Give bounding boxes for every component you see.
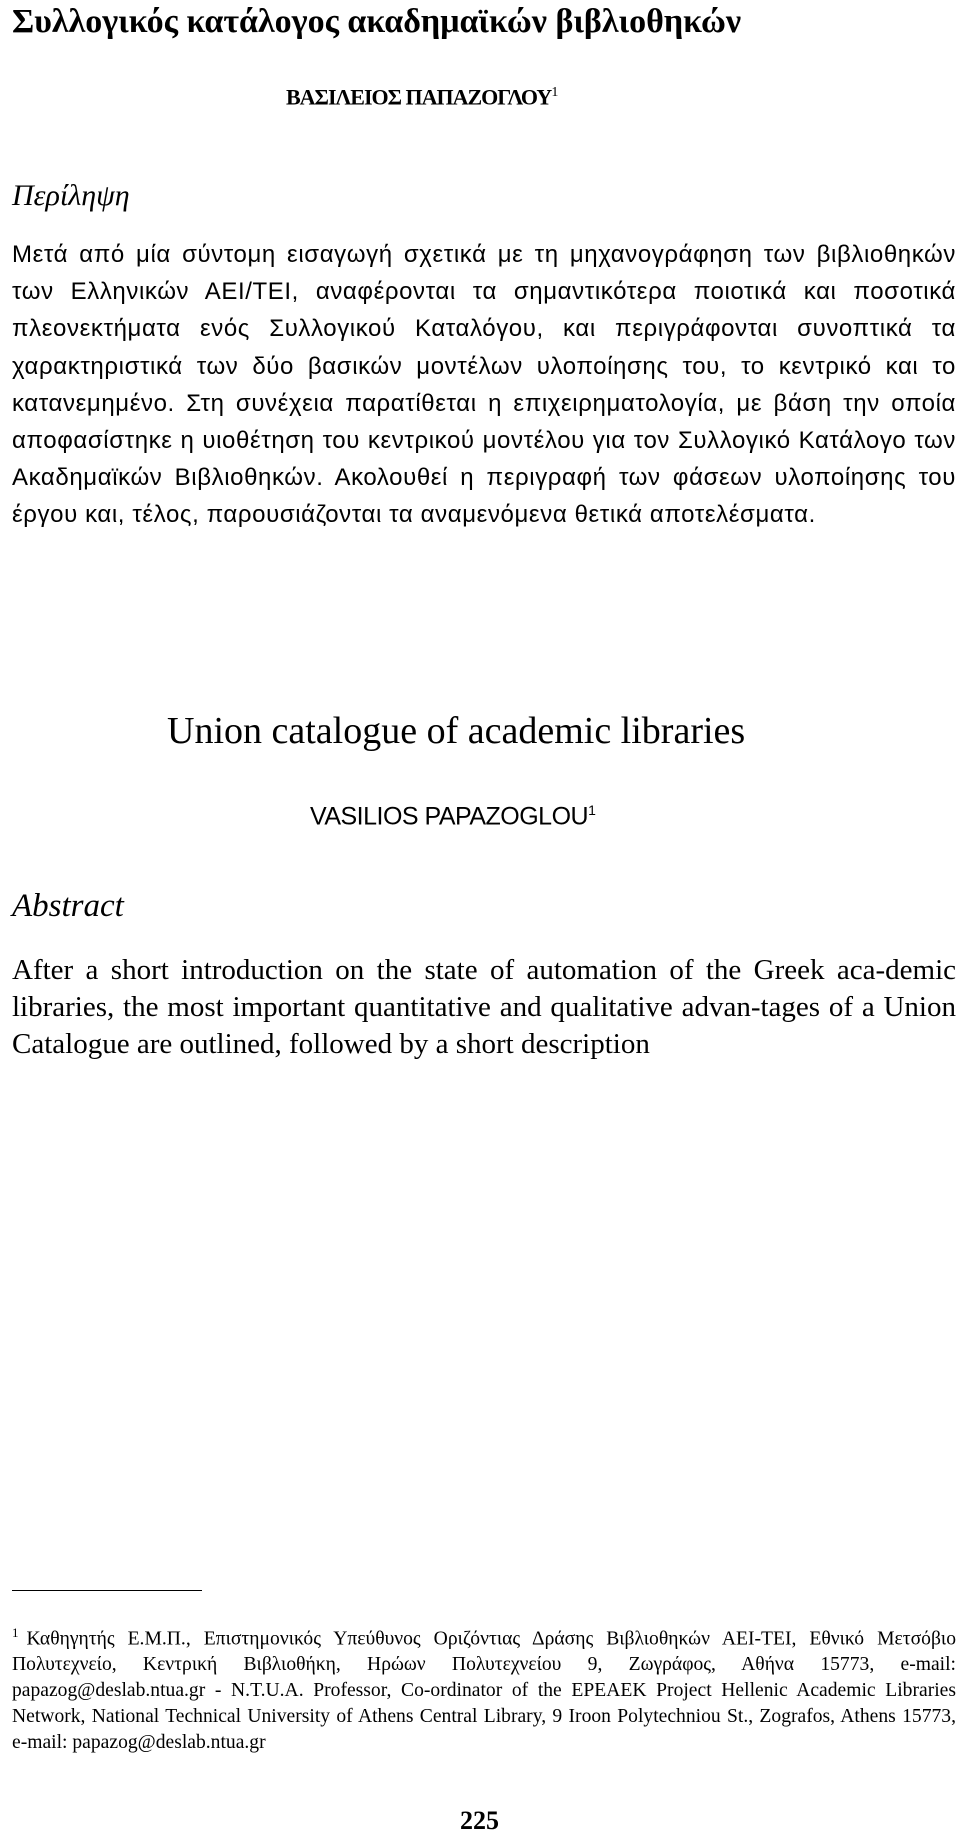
footnote-divider <box>12 1590 202 1591</box>
english-author-footnote-mark[interactable]: 1 <box>588 802 596 818</box>
english-author-name: VASILIOS PAPAZOGLOU <box>310 802 589 831</box>
english-author <box>310 794 595 832</box>
greek-abstract-heading: Περίληψη <box>12 179 130 212</box>
greek-abstract-text: Μετά από μία σύντομη εισαγωγή σχετικά με τη μηχανογράφηση των βιβλιοθηκών των Ελληνικών ΑΕΙ/ΤΕΙ, αναφέρονται τα σημαντικότερα ποιοτικά και ποσοτικά πλεονεκτήματα ενός Συλλογικού Καταλόγου, και περιγράφονται συνοπτικά τα χαρακτηριστικά των δύο βασικών μοντέλων υλοποίησης του, το κεντρικό και το κατανεμημένο. Στη συνέχεια παρατίθεται η επιχειρηματολογία, με βάση την οποία αποφασίστηκε η υιοθέτηση του κεντρικού μοντέλου για τον Συλλογικό Κατάλογο των Ακαδημαϊκών Βιβλιοθηκών. Ακολουθεί η περιγραφή των φάσεων υλοποίησης του έργου και, τέλος, παρουσιάζονται τα αναμενόμενα θετικά αποτελέσματα. <box>12 241 956 529</box>
english-abstract-heading: Abstract <box>12 888 124 924</box>
english-abstract-text: After a short introduction on the state of automation of the Greek aca-demic libraries, the most important quantitative and qualitative advan-tages of a Union Catalogue are outlined, followed by a short description <box>12 954 956 1060</box>
footnote-mark: 1 <box>12 1625 19 1640</box>
footnote-text: Καθηγητής Ε.Μ.Π., Επιστημονικός Υπεύθυνος Οριζόντιας Δράσης Βιβλιοθηκών ΑΕΙ-ΤΕΙ, Εθνικό Μετσόβιο Πολυτεχνείο, Κεντρική Βιβλιοθήκη, Ηρώων Πολυτεχνείου 9, Ζωγράφος, Αθήνα 15773, e-mail: papazog@deslab.ntua.gr - N.T.U.A. Professor, Co-ordinator of the EPEAEK Project Hellenic Academic Libraries Network, National Technical University of Athens Central Library, 9 Iroon Polytechniou St., Zografos, Athens 15773, e-mail: papazog@deslab.ntua.gr <box>12 1628 956 1753</box>
greek-author <box>286 78 557 112</box>
footnote <box>12 1620 956 1756</box>
english-title: Union catalogue of academic libraries <box>167 710 746 752</box>
page-number: 225 <box>460 1806 499 1835</box>
greek-author-name: ΒΑΣΙΛΕΙΟΣ ΠΑΠΑΖΟΓΛΟΥ <box>286 84 552 110</box>
greek-title: Συλλογικός κατάλογος ακαδημαϊκών βιβλιοθηκών <box>12 3 742 40</box>
greek-author-footnote-mark[interactable]: 1 <box>551 85 558 100</box>
